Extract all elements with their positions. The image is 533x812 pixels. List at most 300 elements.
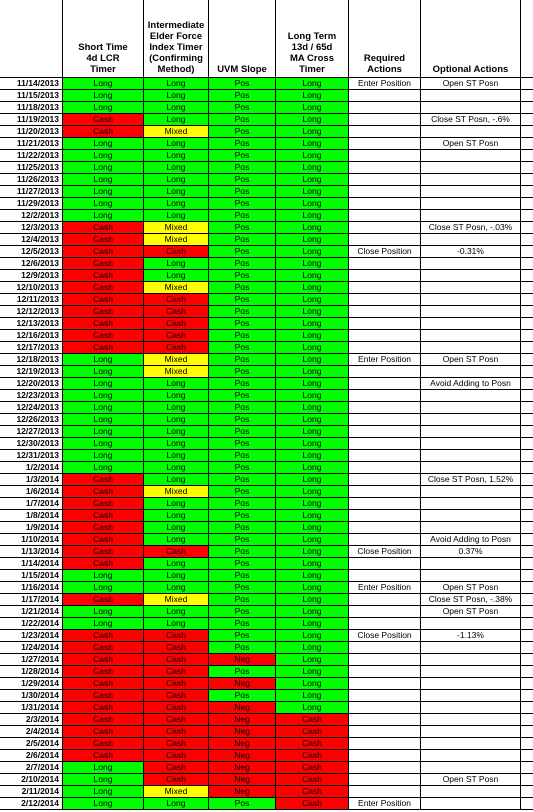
intermediate-cell[interactable]: Cash — [144, 678, 209, 690]
optional-action-cell[interactable]: Open ST Posn — [421, 354, 521, 366]
long-term-cell[interactable]: Long — [276, 306, 349, 318]
intermediate-cell[interactable]: Cash — [144, 630, 209, 642]
required-action-cell[interactable] — [349, 606, 421, 618]
date-cell[interactable]: 1/23/2014 — [0, 630, 63, 642]
required-action-cell[interactable] — [349, 90, 421, 102]
date-cell[interactable]: 1/24/2014 — [0, 642, 63, 654]
intermediate-cell[interactable]: Long — [144, 402, 209, 414]
uvm-slope-cell[interactable]: Pos — [209, 606, 276, 618]
date-cell[interactable]: 12/26/2013 — [0, 414, 63, 426]
required-action-cell[interactable] — [349, 402, 421, 414]
uvm-slope-cell[interactable]: Neg — [209, 750, 276, 762]
required-action-cell[interactable] — [349, 762, 421, 774]
long-term-cell[interactable]: Long — [276, 606, 349, 618]
intermediate-cell[interactable]: Long — [144, 90, 209, 102]
extra-cell[interactable] — [521, 450, 533, 462]
intermediate-cell[interactable]: Long — [144, 210, 209, 222]
intermediate-cell[interactable]: Cash — [144, 726, 209, 738]
date-cell[interactable]: 1/30/2014 — [0, 690, 63, 702]
short-time-cell[interactable]: Cash — [63, 258, 144, 270]
date-cell[interactable]: 2/11/2014 — [0, 786, 63, 798]
header-optional-actions[interactable]: Optional Actions — [421, 0, 521, 78]
short-time-cell[interactable]: Cash — [63, 534, 144, 546]
required-action-cell[interactable] — [349, 534, 421, 546]
optional-action-cell[interactable] — [421, 714, 521, 726]
optional-action-cell[interactable] — [421, 198, 521, 210]
date-cell[interactable]: 12/16/2013 — [0, 330, 63, 342]
date-cell[interactable]: 1/29/2014 — [0, 678, 63, 690]
uvm-slope-cell[interactable]: Pos — [209, 366, 276, 378]
intermediate-cell[interactable]: Long — [144, 258, 209, 270]
date-cell[interactable]: 1/8/2014 — [0, 510, 63, 522]
intermediate-cell[interactable]: Cash — [144, 714, 209, 726]
short-time-cell[interactable]: Long — [63, 786, 144, 798]
required-action-cell[interactable] — [349, 306, 421, 318]
required-action-cell[interactable] — [349, 198, 421, 210]
required-action-cell[interactable] — [349, 414, 421, 426]
optional-action-cell[interactable] — [421, 90, 521, 102]
date-cell[interactable]: 12/27/2013 — [0, 426, 63, 438]
long-term-cell[interactable]: Long — [276, 246, 349, 258]
extra-cell[interactable] — [521, 762, 533, 774]
intermediate-cell[interactable]: Cash — [144, 666, 209, 678]
required-action-cell[interactable] — [349, 330, 421, 342]
long-term-cell[interactable]: Long — [276, 654, 349, 666]
required-action-cell[interactable] — [349, 570, 421, 582]
intermediate-cell[interactable]: Mixed — [144, 366, 209, 378]
long-term-cell[interactable]: Cash — [276, 774, 349, 786]
required-action-cell[interactable] — [349, 282, 421, 294]
date-cell[interactable]: 1/22/2014 — [0, 618, 63, 630]
extra-cell[interactable] — [521, 306, 533, 318]
long-term-cell[interactable]: Long — [276, 366, 349, 378]
short-time-cell[interactable]: Cash — [63, 630, 144, 642]
short-time-cell[interactable]: Cash — [63, 318, 144, 330]
optional-action-cell[interactable] — [421, 402, 521, 414]
optional-action-cell[interactable] — [421, 390, 521, 402]
intermediate-cell[interactable]: Long — [144, 138, 209, 150]
long-term-cell[interactable]: Long — [276, 354, 349, 366]
long-term-cell[interactable]: Long — [276, 510, 349, 522]
long-term-cell[interactable]: Long — [276, 594, 349, 606]
optional-action-cell[interactable] — [421, 762, 521, 774]
date-cell[interactable]: 12/9/2013 — [0, 270, 63, 282]
date-cell[interactable]: 1/28/2014 — [0, 666, 63, 678]
intermediate-cell[interactable]: Mixed — [144, 354, 209, 366]
date-cell[interactable]: 12/3/2013 — [0, 222, 63, 234]
extra-cell[interactable] — [521, 126, 533, 138]
required-action-cell[interactable] — [349, 462, 421, 474]
long-term-cell[interactable]: Long — [276, 174, 349, 186]
short-time-cell[interactable]: Cash — [63, 546, 144, 558]
date-cell[interactable]: 11/25/2013 — [0, 162, 63, 174]
date-cell[interactable]: 1/21/2014 — [0, 606, 63, 618]
short-time-cell[interactable]: Long — [63, 438, 144, 450]
date-cell[interactable]: 2/3/2014 — [0, 714, 63, 726]
intermediate-cell[interactable]: Long — [144, 426, 209, 438]
date-cell[interactable]: 12/24/2013 — [0, 402, 63, 414]
intermediate-cell[interactable]: Cash — [144, 342, 209, 354]
required-action-cell[interactable] — [349, 366, 421, 378]
extra-cell[interactable] — [521, 546, 533, 558]
long-term-cell[interactable]: Long — [276, 498, 349, 510]
long-term-cell[interactable]: Long — [276, 534, 349, 546]
required-action-cell[interactable] — [349, 102, 421, 114]
uvm-slope-cell[interactable]: Neg — [209, 654, 276, 666]
long-term-cell[interactable]: Long — [276, 462, 349, 474]
long-term-cell[interactable]: Long — [276, 150, 349, 162]
short-time-cell[interactable]: Long — [63, 378, 144, 390]
date-cell[interactable]: 12/30/2013 — [0, 438, 63, 450]
uvm-slope-cell[interactable]: Pos — [209, 510, 276, 522]
required-action-cell[interactable]: Enter Position — [349, 78, 421, 90]
required-action-cell[interactable] — [349, 522, 421, 534]
extra-cell[interactable] — [521, 294, 533, 306]
extra-cell[interactable] — [521, 234, 533, 246]
date-cell[interactable]: 12/18/2013 — [0, 354, 63, 366]
long-term-cell[interactable]: Cash — [276, 762, 349, 774]
optional-action-cell[interactable] — [421, 366, 521, 378]
optional-action-cell[interactable] — [421, 462, 521, 474]
date-cell[interactable]: 12/19/2013 — [0, 366, 63, 378]
uvm-slope-cell[interactable]: Pos — [209, 690, 276, 702]
header-uvm-slope[interactable]: UVM Slope — [209, 0, 276, 78]
required-action-cell[interactable] — [349, 174, 421, 186]
long-term-cell[interactable]: Long — [276, 390, 349, 402]
date-cell[interactable]: 12/4/2013 — [0, 234, 63, 246]
uvm-slope-cell[interactable]: Neg — [209, 702, 276, 714]
intermediate-cell[interactable]: Mixed — [144, 126, 209, 138]
extra-cell[interactable] — [521, 402, 533, 414]
required-action-cell[interactable] — [349, 750, 421, 762]
uvm-slope-cell[interactable]: Pos — [209, 354, 276, 366]
extra-cell[interactable] — [521, 102, 533, 114]
required-action-cell[interactable] — [349, 474, 421, 486]
intermediate-cell[interactable]: Long — [144, 270, 209, 282]
required-action-cell[interactable] — [349, 558, 421, 570]
intermediate-cell[interactable]: Long — [144, 378, 209, 390]
optional-action-cell[interactable]: Close ST Posn, -.6% — [421, 114, 521, 126]
short-time-cell[interactable]: Long — [63, 150, 144, 162]
extra-cell[interactable] — [521, 198, 533, 210]
extra-cell[interactable] — [521, 114, 533, 126]
extra-cell[interactable] — [521, 390, 533, 402]
extra-cell[interactable] — [521, 426, 533, 438]
extra-cell[interactable] — [521, 726, 533, 738]
extra-cell[interactable] — [521, 678, 533, 690]
required-action-cell[interactable] — [349, 234, 421, 246]
long-term-cell[interactable]: Long — [276, 270, 349, 282]
date-cell[interactable]: 1/17/2014 — [0, 594, 63, 606]
extra-cell[interactable] — [521, 522, 533, 534]
short-time-cell[interactable]: Cash — [63, 642, 144, 654]
optional-action-cell[interactable] — [421, 258, 521, 270]
optional-action-cell[interactable] — [421, 702, 521, 714]
uvm-slope-cell[interactable]: Pos — [209, 642, 276, 654]
date-cell[interactable]: 11/15/2013 — [0, 90, 63, 102]
uvm-slope-cell[interactable]: Neg — [209, 786, 276, 798]
short-time-cell[interactable]: Cash — [63, 126, 144, 138]
header-long-term[interactable]: Long Term 13d / 65d MA Cross Timer — [276, 0, 349, 78]
required-action-cell[interactable] — [349, 774, 421, 786]
date-cell[interactable]: 12/12/2013 — [0, 306, 63, 318]
long-term-cell[interactable]: Long — [276, 522, 349, 534]
optional-action-cell[interactable] — [421, 426, 521, 438]
required-action-cell[interactable] — [349, 498, 421, 510]
short-time-cell[interactable]: Cash — [63, 690, 144, 702]
optional-action-cell[interactable] — [421, 306, 521, 318]
required-action-cell[interactable] — [349, 222, 421, 234]
uvm-slope-cell[interactable]: Neg — [209, 762, 276, 774]
extra-cell[interactable] — [521, 570, 533, 582]
optional-action-cell[interactable]: 0.37% — [421, 546, 521, 558]
optional-action-cell[interactable] — [421, 342, 521, 354]
intermediate-cell[interactable]: Cash — [144, 750, 209, 762]
short-time-cell[interactable]: Cash — [63, 222, 144, 234]
uvm-slope-cell[interactable]: Pos — [209, 114, 276, 126]
date-cell[interactable]: 11/27/2013 — [0, 186, 63, 198]
short-time-cell[interactable]: Long — [63, 90, 144, 102]
long-term-cell[interactable]: Cash — [276, 750, 349, 762]
header-intermediate[interactable]: Intermediate Elder Force Index Timer (Confirming Method) — [144, 0, 209, 78]
intermediate-cell[interactable]: Mixed — [144, 234, 209, 246]
optional-action-cell[interactable] — [421, 498, 521, 510]
date-cell[interactable]: 11/19/2013 — [0, 114, 63, 126]
optional-action-cell[interactable] — [421, 438, 521, 450]
date-cell[interactable]: 11/22/2013 — [0, 150, 63, 162]
required-action-cell[interactable] — [349, 438, 421, 450]
intermediate-cell[interactable]: Long — [144, 438, 209, 450]
optional-action-cell[interactable] — [421, 318, 521, 330]
date-cell[interactable]: 1/13/2014 — [0, 546, 63, 558]
long-term-cell[interactable]: Long — [276, 438, 349, 450]
uvm-slope-cell[interactable]: Pos — [209, 474, 276, 486]
long-term-cell[interactable]: Long — [276, 402, 349, 414]
long-term-cell[interactable]: Long — [276, 210, 349, 222]
uvm-slope-cell[interactable]: Pos — [209, 486, 276, 498]
long-term-cell[interactable]: Long — [276, 474, 349, 486]
extra-cell[interactable] — [521, 270, 533, 282]
optional-action-cell[interactable] — [421, 618, 521, 630]
optional-action-cell[interactable] — [421, 150, 521, 162]
required-action-cell[interactable] — [349, 270, 421, 282]
date-cell[interactable]: 11/14/2013 — [0, 78, 63, 90]
date-cell[interactable]: 1/14/2014 — [0, 558, 63, 570]
long-term-cell[interactable]: Long — [276, 102, 349, 114]
date-cell[interactable]: 1/9/2014 — [0, 522, 63, 534]
uvm-slope-cell[interactable]: Pos — [209, 534, 276, 546]
extra-cell[interactable] — [521, 798, 533, 810]
date-cell[interactable]: 12/23/2013 — [0, 390, 63, 402]
intermediate-cell[interactable]: Cash — [144, 654, 209, 666]
required-action-cell[interactable] — [349, 426, 421, 438]
long-term-cell[interactable]: Long — [276, 486, 349, 498]
required-action-cell[interactable] — [349, 738, 421, 750]
date-cell[interactable]: 1/31/2014 — [0, 702, 63, 714]
date-cell[interactable]: 1/16/2014 — [0, 582, 63, 594]
short-time-cell[interactable]: Cash — [63, 474, 144, 486]
required-action-cell[interactable] — [349, 486, 421, 498]
intermediate-cell[interactable]: Long — [144, 162, 209, 174]
long-term-cell[interactable]: Long — [276, 582, 349, 594]
intermediate-cell[interactable]: Long — [144, 390, 209, 402]
uvm-slope-cell[interactable]: Pos — [209, 546, 276, 558]
intermediate-cell[interactable]: Mixed — [144, 282, 209, 294]
extra-cell[interactable] — [521, 606, 533, 618]
optional-action-cell[interactable] — [421, 738, 521, 750]
short-time-cell[interactable]: Long — [63, 462, 144, 474]
short-time-cell[interactable]: Long — [63, 402, 144, 414]
uvm-slope-cell[interactable]: Pos — [209, 138, 276, 150]
intermediate-cell[interactable]: Long — [144, 174, 209, 186]
intermediate-cell[interactable]: Long — [144, 150, 209, 162]
uvm-slope-cell[interactable]: Pos — [209, 402, 276, 414]
optional-action-cell[interactable]: Open ST Posn — [421, 138, 521, 150]
intermediate-cell[interactable]: Cash — [144, 690, 209, 702]
date-cell[interactable]: 12/2/2013 — [0, 210, 63, 222]
short-time-cell[interactable]: Long — [63, 450, 144, 462]
intermediate-cell[interactable]: Long — [144, 618, 209, 630]
long-term-cell[interactable]: Long — [276, 222, 349, 234]
intermediate-cell[interactable]: Cash — [144, 330, 209, 342]
long-term-cell[interactable]: Long — [276, 702, 349, 714]
optional-action-cell[interactable] — [421, 414, 521, 426]
date-cell[interactable]: 2/4/2014 — [0, 726, 63, 738]
extra-cell[interactable] — [521, 690, 533, 702]
uvm-slope-cell[interactable]: Pos — [209, 318, 276, 330]
intermediate-cell[interactable]: Mixed — [144, 786, 209, 798]
short-time-cell[interactable]: Cash — [63, 294, 144, 306]
date-cell[interactable]: 12/20/2013 — [0, 378, 63, 390]
short-time-cell[interactable]: Cash — [63, 486, 144, 498]
optional-action-cell[interactable] — [421, 726, 521, 738]
uvm-slope-cell[interactable]: Pos — [209, 174, 276, 186]
short-time-cell[interactable]: Long — [63, 162, 144, 174]
extra-cell[interactable] — [521, 78, 533, 90]
short-time-cell[interactable]: Long — [63, 570, 144, 582]
required-action-cell[interactable]: Enter Position — [349, 354, 421, 366]
short-time-cell[interactable]: Long — [63, 138, 144, 150]
short-time-cell[interactable]: Cash — [63, 522, 144, 534]
required-action-cell[interactable] — [349, 654, 421, 666]
long-term-cell[interactable]: Long — [276, 558, 349, 570]
extra-cell[interactable] — [521, 702, 533, 714]
uvm-slope-cell[interactable]: Pos — [209, 294, 276, 306]
extra-cell[interactable] — [521, 750, 533, 762]
long-term-cell[interactable]: Long — [276, 198, 349, 210]
optional-action-cell[interactable]: Avoid Adding to Posn — [421, 378, 521, 390]
extra-cell[interactable] — [521, 462, 533, 474]
uvm-slope-cell[interactable]: Pos — [209, 378, 276, 390]
date-cell[interactable]: 12/11/2013 — [0, 294, 63, 306]
short-time-cell[interactable]: Cash — [63, 330, 144, 342]
intermediate-cell[interactable]: Long — [144, 558, 209, 570]
short-time-cell[interactable]: Cash — [63, 246, 144, 258]
extra-cell[interactable] — [521, 366, 533, 378]
intermediate-cell[interactable]: Long — [144, 582, 209, 594]
header-short-time[interactable]: Short Time 4d LCR Timer — [63, 0, 144, 78]
intermediate-cell[interactable]: Long — [144, 510, 209, 522]
uvm-slope-cell[interactable]: Pos — [209, 234, 276, 246]
uvm-slope-cell[interactable]: Pos — [209, 90, 276, 102]
short-time-cell[interactable]: Cash — [63, 558, 144, 570]
extra-cell[interactable] — [521, 138, 533, 150]
short-time-cell[interactable]: Long — [63, 102, 144, 114]
required-action-cell[interactable] — [349, 786, 421, 798]
extra-cell[interactable] — [521, 246, 533, 258]
long-term-cell[interactable]: Long — [276, 450, 349, 462]
intermediate-cell[interactable]: Long — [144, 606, 209, 618]
short-time-cell[interactable]: Cash — [63, 498, 144, 510]
extra-cell[interactable] — [521, 186, 533, 198]
uvm-slope-cell[interactable]: Pos — [209, 450, 276, 462]
required-action-cell[interactable] — [349, 450, 421, 462]
long-term-cell[interactable]: Long — [276, 234, 349, 246]
short-time-cell[interactable]: Long — [63, 798, 144, 810]
uvm-slope-cell[interactable]: Pos — [209, 414, 276, 426]
uvm-slope-cell[interactable]: Pos — [209, 618, 276, 630]
uvm-slope-cell[interactable]: Pos — [209, 522, 276, 534]
short-time-cell[interactable]: Cash — [63, 306, 144, 318]
date-cell[interactable]: 11/21/2013 — [0, 138, 63, 150]
required-action-cell[interactable]: Close Position — [349, 546, 421, 558]
short-time-cell[interactable]: Cash — [63, 666, 144, 678]
optional-action-cell[interactable]: Open ST Posn — [421, 582, 521, 594]
short-time-cell[interactable]: Cash — [63, 702, 144, 714]
short-time-cell[interactable]: Long — [63, 78, 144, 90]
intermediate-cell[interactable]: Mixed — [144, 222, 209, 234]
uvm-slope-cell[interactable]: Pos — [209, 78, 276, 90]
extra-cell[interactable] — [521, 330, 533, 342]
intermediate-cell[interactable]: Cash — [144, 318, 209, 330]
uvm-slope-cell[interactable]: Pos — [209, 246, 276, 258]
intermediate-cell[interactable]: Mixed — [144, 486, 209, 498]
uvm-slope-cell[interactable]: Pos — [209, 330, 276, 342]
long-term-cell[interactable]: Cash — [276, 714, 349, 726]
intermediate-cell[interactable]: Long — [144, 102, 209, 114]
optional-action-cell[interactable] — [421, 654, 521, 666]
intermediate-cell[interactable]: Long — [144, 522, 209, 534]
required-action-cell[interactable] — [349, 690, 421, 702]
optional-action-cell[interactable]: Open ST Posn — [421, 606, 521, 618]
date-cell[interactable]: 1/2/2014 — [0, 462, 63, 474]
short-time-cell[interactable]: Cash — [63, 114, 144, 126]
long-term-cell[interactable]: Long — [276, 342, 349, 354]
required-action-cell[interactable] — [349, 510, 421, 522]
extra-cell[interactable] — [521, 486, 533, 498]
extra-cell[interactable] — [521, 438, 533, 450]
uvm-slope-cell[interactable]: Pos — [209, 258, 276, 270]
uvm-slope-cell[interactable]: Pos — [209, 270, 276, 282]
long-term-cell[interactable]: Long — [276, 330, 349, 342]
optional-action-cell[interactable] — [421, 330, 521, 342]
extra-cell[interactable] — [521, 510, 533, 522]
required-action-cell[interactable] — [349, 294, 421, 306]
extra-cell[interactable] — [521, 210, 533, 222]
required-action-cell[interactable] — [349, 138, 421, 150]
extra-cell[interactable] — [521, 162, 533, 174]
extra-cell[interactable] — [521, 378, 533, 390]
header-date[interactable] — [0, 0, 63, 78]
short-time-cell[interactable]: Long — [63, 186, 144, 198]
intermediate-cell[interactable]: Cash — [144, 294, 209, 306]
optional-action-cell[interactable]: -0.31% — [421, 246, 521, 258]
date-cell[interactable]: 12/10/2013 — [0, 282, 63, 294]
uvm-slope-cell[interactable]: Pos — [209, 630, 276, 642]
extra-cell[interactable] — [521, 534, 533, 546]
short-time-cell[interactable]: Cash — [63, 750, 144, 762]
optional-action-cell[interactable] — [421, 294, 521, 306]
